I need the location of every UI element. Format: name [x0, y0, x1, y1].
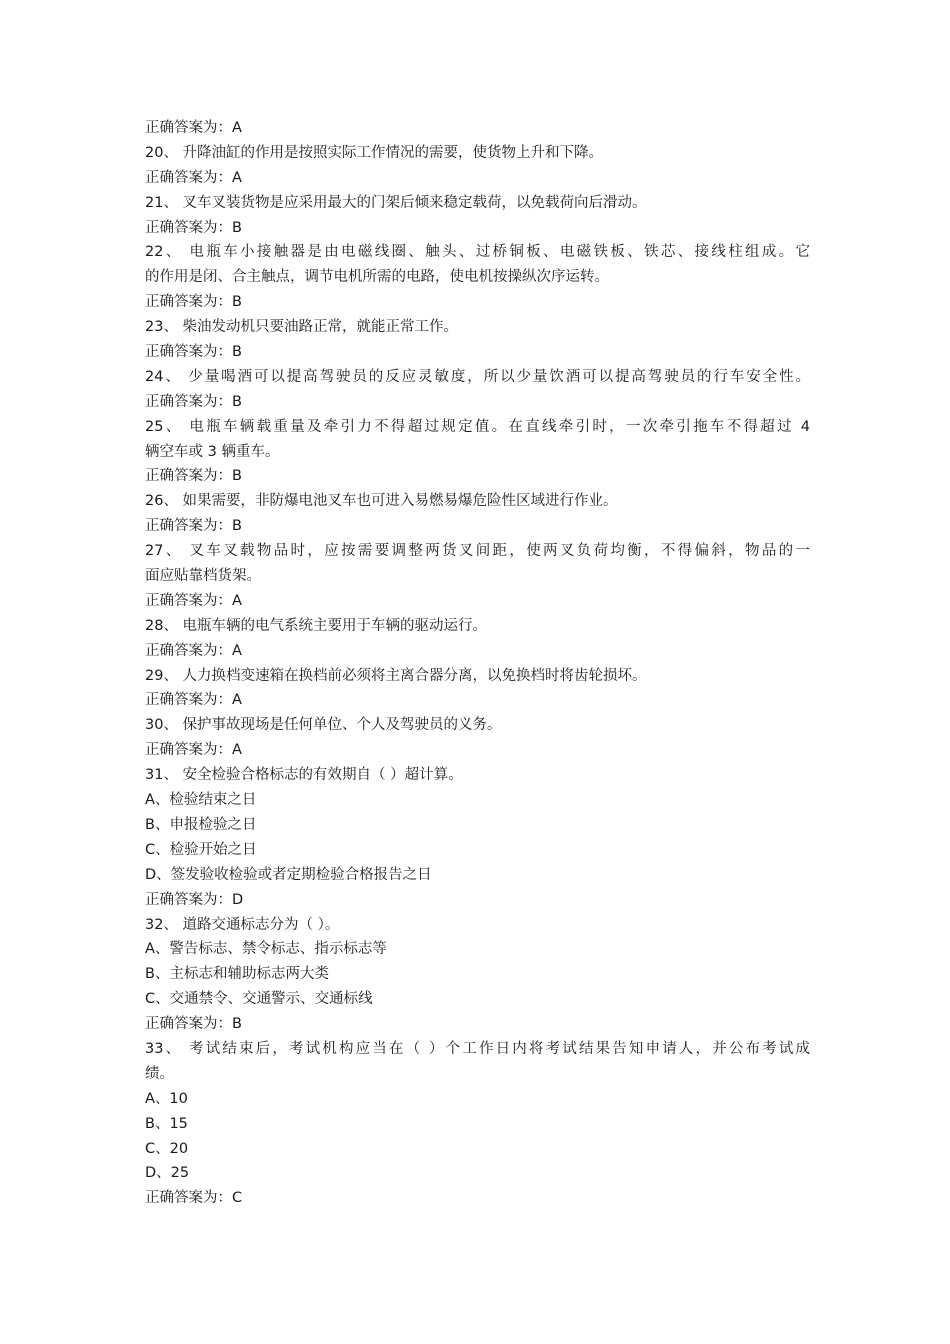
answer-line: 正确答案为：A [145, 169, 242, 186]
question-continuation-line: 绩。 [145, 1065, 174, 1082]
answer-line: 正确答案为：B [145, 344, 242, 361]
answer-line: 正确答案为：B [145, 518, 242, 535]
option-line: C、交通禁令、交通警示、交通标线 [145, 991, 373, 1008]
question-continuation-line: 的作用是闭、合主触点，调节电机所需的电路，使电机按操纵次序运转。 [145, 269, 609, 286]
question-line: 32、 道路交通标志分为（ ）。 [145, 916, 340, 933]
question-list [145, 116, 810, 1211]
question-line: 27、 叉车叉载物品时，应按需要调整两货叉间距，使两叉负荷均衡，不得偏斜，物品的一 [145, 543, 810, 560]
question-line: 30、 保护事故现场是任何单位、个人及驾驶员的义务。 [145, 717, 502, 734]
question-line: 29、 人力换档变速箱在换档前必须将主离合器分离，以免换档时将齿轮损坏。 [145, 667, 647, 684]
question-line: 24、 少量喝酒可以提高驾驶员的反应灵敏度，所以少量饮酒可以提高驾驶员的行车安全性。 [145, 368, 810, 385]
option-line: C、20 [145, 1140, 189, 1157]
question-line: 25、 电瓶车辆载重量及牵引力不得超过规定值。在直线牵引时，一次牵引拖车不得超过 4 [145, 418, 810, 435]
option-line: D、25 [145, 1165, 190, 1182]
answer-line: 正确答案为：B [145, 1016, 242, 1033]
answer-line: 正确答案为：A [145, 592, 242, 609]
answer-line: 正确答案为：A [145, 692, 242, 709]
answer-line: 正确答案为：C [145, 1190, 243, 1207]
answer-line: 正确答案为：B [145, 294, 242, 311]
answer-line: 正确答案为：A [145, 642, 242, 659]
option-line: D、签发验收检验或者定期检验合格报告之日 [145, 866, 432, 883]
option-line: B、15 [145, 1115, 188, 1132]
question-line: 26、 如果需要，非防爆电池叉车也可进入易燃易爆危险性区域进行作业。 [145, 493, 618, 510]
option-line: C、检验开始之日 [145, 841, 257, 858]
answer-line: 正确答案为：B [145, 468, 242, 485]
option-line: A、10 [145, 1090, 188, 1107]
question-line: 20、 升降油缸的作用是按照实际工作情况的需要，使货物上升和下降。 [145, 144, 604, 161]
option-line: B、主标志和辅助标志两大类 [145, 966, 329, 983]
answer-line: 正确答案为：D [145, 891, 244, 908]
question-continuation-line: 面应贴靠档货架。 [145, 568, 261, 585]
question-line: 22、 电瓶车小接触器是由电磁线圈、触头、过桥铜板、电磁铁板、铁芯、接线柱组成。它 [145, 244, 810, 261]
answer-line: 正确答案为：A [145, 120, 242, 136]
question-line: 31、 安全检验合格标志的有效期自（ ）超计算。 [145, 767, 463, 784]
option-line: B、申报检验之日 [145, 816, 257, 833]
question-line: 28、 电瓶车辆的电气系统主要用于车辆的驱动运行。 [145, 617, 488, 634]
option-line: A、警告标志、禁令标志、指示标志等 [145, 941, 387, 958]
question-line: 23、 柴油发动机只要油路正常，就能正常工作。 [145, 319, 459, 336]
question-continuation-line: 辆空车或 3 辆重车。 [145, 443, 280, 460]
option-line: A、检验结束之日 [145, 792, 257, 809]
answer-line: 正确答案为：B [145, 393, 242, 410]
answer-line: 正确答案为：A [145, 742, 242, 759]
question-line: 33、 考试结束后，考试机构应当在（ ）个工作日内将考试结果告知申请人，并公布考试成 [145, 1040, 810, 1057]
answer-line: 正确答案为：B [145, 219, 242, 236]
question-line: 21、 叉车叉装货物是应采用最大的门架后倾来稳定载荷，以免载荷向后滑动。 [145, 194, 647, 211]
